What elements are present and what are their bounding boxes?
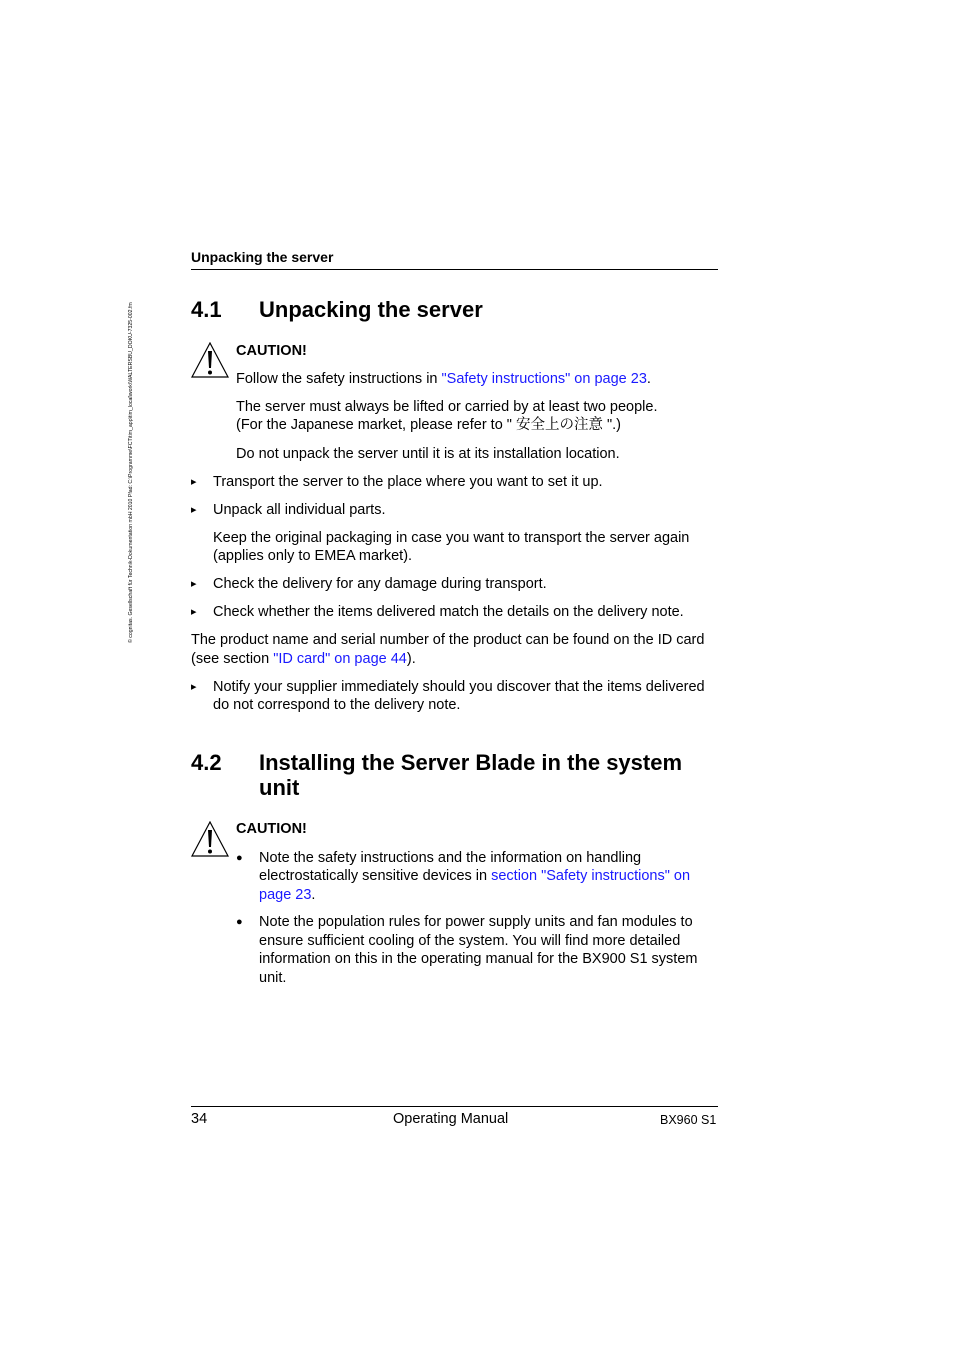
arrow-bullet-icon: ▸	[191, 681, 197, 693]
header-rule	[191, 269, 718, 270]
step-2-note-b: (applies only to EMEA market).	[213, 548, 413, 564]
caution-line-2b: (For the Japanese market, please refer to " 安全上の注意 ".)	[236, 417, 622, 433]
paragraph-id-card-a: The product name and serial number of the product can be found on the ID card	[191, 632, 705, 648]
caution-line-1: Follow the safety instructions in "Safety instructions" on page 23.	[236, 371, 651, 387]
caution-line-3: Do not unpack the server until it is at its installation location.	[236, 446, 620, 462]
step-1: Transport the server to the place where you want to set it up.	[213, 474, 603, 490]
bullet-dot-icon: ●	[236, 916, 243, 928]
step-3: Check the delivery for any damage during transport.	[213, 576, 547, 592]
bullet-1-line-a: Note the safety instructions and the information on handling	[259, 850, 642, 866]
arrow-bullet-icon: ▸	[191, 578, 197, 590]
footer-manual-title: Operating Manual	[393, 1111, 509, 1127]
page-23-link[interactable]: page 23	[259, 887, 312, 903]
caution-label: CAUTION!	[236, 343, 307, 359]
safety-instructions-link[interactable]: section "Safety instructions" on	[491, 868, 691, 884]
section-title-line-2: unit	[259, 775, 300, 800]
running-header: Unpacking the server	[191, 249, 334, 265]
bullet-2-line-d: unit.	[259, 970, 287, 986]
warning-triangle-icon	[191, 342, 229, 378]
bullet-2-line-b: ensure sufficient cooling of the system. You will find more detailed	[259, 933, 681, 949]
arrow-bullet-icon: ▸	[191, 504, 197, 516]
step-2-note-a: Keep the original packaging in case you want to transport the server again	[213, 530, 690, 546]
bullet-1-line-c: page 23.	[259, 887, 316, 903]
bullet-2-line-c: information on this in the operating manual for the BX900 S1 system	[259, 951, 698, 967]
bullet-1-line-b: electrostatically sensitive devices in section "Safety instructions" on	[259, 868, 691, 884]
safety-instructions-link[interactable]: "Safety instructions" on page 23	[441, 371, 647, 387]
warning-triangle-icon	[191, 821, 229, 857]
section-number: 4.2	[191, 750, 222, 775]
step-4: Check whether the items delivered match the details on the delivery note.	[213, 604, 684, 620]
paragraph-id-card-b: (see section "ID card" on page 44).	[191, 651, 416, 667]
arrow-bullet-icon: ▸	[191, 606, 197, 618]
step-5b: do not correspond to the delivery note.	[213, 697, 461, 713]
section-title: Unpacking the server	[259, 297, 483, 322]
caution-label: CAUTION!	[236, 821, 307, 837]
footer-model: BX960 S1	[660, 1113, 717, 1127]
bullet-2-line-a: Note the population rules for power supply units and fan modules to	[259, 914, 693, 930]
arrow-bullet-icon: ▸	[191, 476, 197, 488]
step-5a: Notify your supplier immediately should you discover that the items delivered	[213, 679, 705, 695]
step-2: Unpack all individual parts.	[213, 502, 386, 518]
section-title-line-1: Installing the Server Blade in the system	[259, 750, 683, 775]
footer-rule	[191, 1106, 718, 1107]
caution-line-2a: The server must always be lifted or carried by at least two people.	[236, 399, 658, 415]
side-margin-note: © cognitas. Gesellschaft für Technik-Dokumentation mbH 2010 Pfad: C:\Programme\FCT\tim_app\tim_local\work\WALTERSBU_DOKU-7325-002.fm	[128, 302, 134, 643]
bullet-dot-icon: ●	[236, 852, 243, 864]
section-number: 4.1	[191, 297, 222, 322]
page-number: 34	[191, 1111, 208, 1127]
id-card-link[interactable]: "ID card" on page 44	[273, 651, 407, 667]
